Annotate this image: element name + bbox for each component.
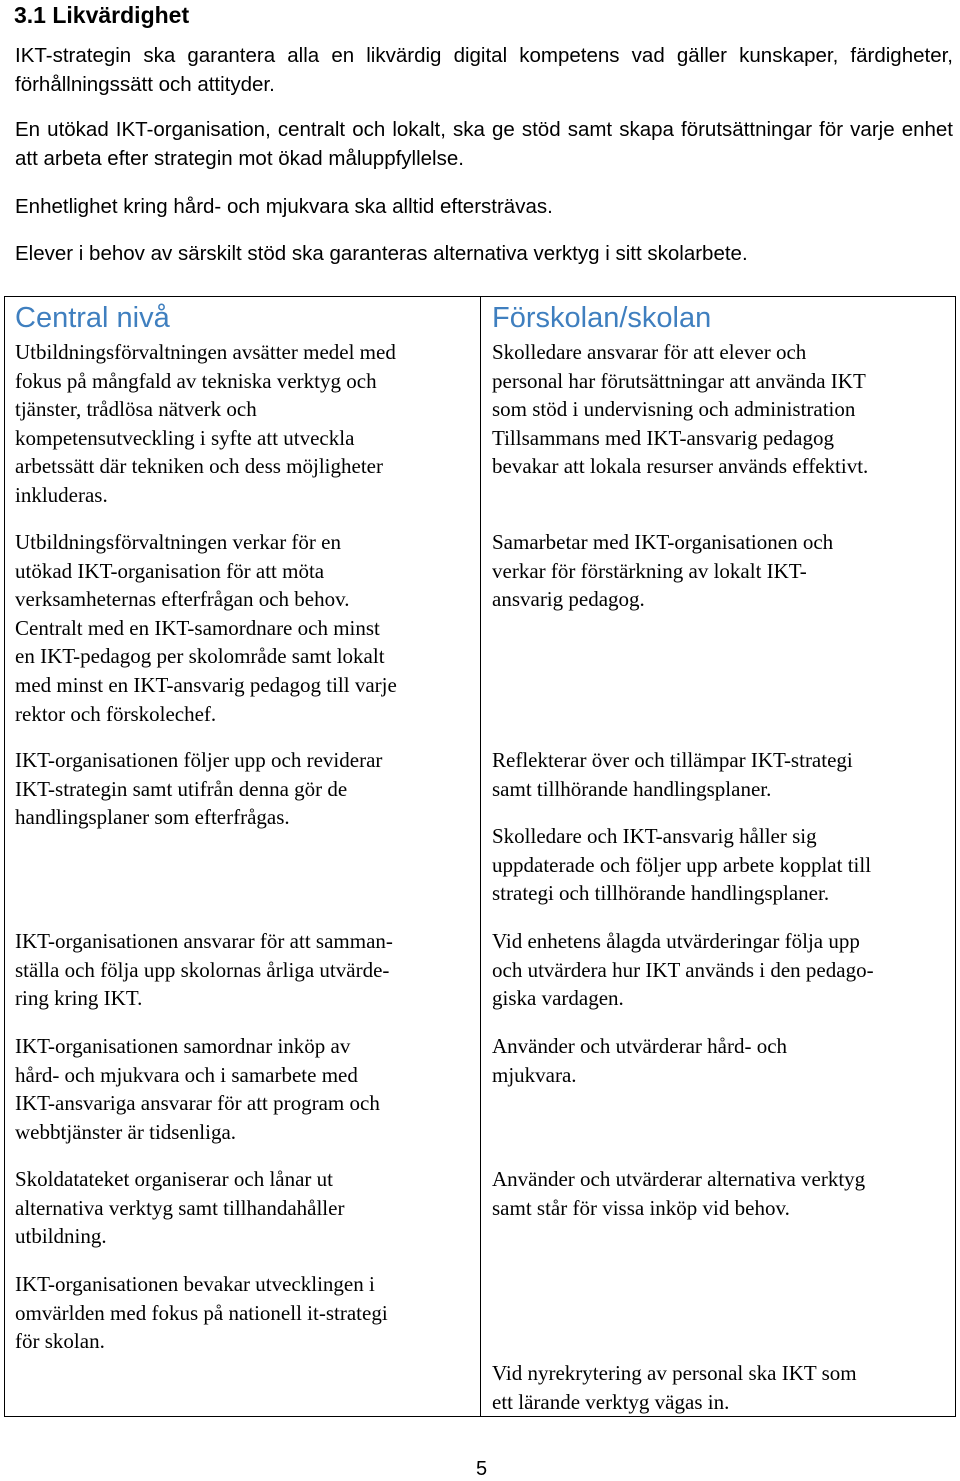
intro-paragraph-3: Enhetlighet kring hård- och mjukvara ska alltid eftersträvas.	[15, 195, 553, 218]
central-cell: IKT-organisationen bevakar utvecklingen i omvärlden med fokus på nationell it-strategi för skolan.	[15, 1272, 388, 1354]
central-cell: Utbildningsförvaltningen verkar för en utökad IKT-organisation för att möta verksamheternas efterfrågan och behov. Centralt med en IKT-samordnare och minst en IKT-pedagog per skolområde samt lokalt med minst en IKT-ansvarig pedagog till varje rektor och förskolechef.	[15, 530, 397, 726]
school-cell: Vid enhetens ålagda utvärderingar följa upp och utvärdera hur IKT används i den pedago- giska vardagen.	[492, 929, 874, 1011]
school-cell: Reflekterar över och tillämpar IKT-strategi samt tillhörande handlingsplaner.	[492, 748, 853, 801]
school-cell: Använder och utvärderar alternativa verktyg samt står för vissa inköp vid behov.	[492, 1167, 866, 1220]
left-column-heading: Central nivå	[15, 302, 170, 334]
central-cell: IKT-organisationen samordnar inköp av hård- och mjukvara och i samarbete med IKT-ansvariga ansvarar för att program och webbtjänster är tidsenliga.	[15, 1034, 380, 1144]
school-cell: Samarbetar med IKT-organisationen och verkar för förstärkning av lokalt IKT- ansvarig pedagog.	[492, 530, 834, 612]
intro-paragraph-1: IKT-strategin ska garantera alla en likvärdig digital kompetens vad gäller kunskaper, färdigheter, förhållningssätt och attityder.	[15, 44, 953, 96]
intro-paragraph-2: En utökad IKT-organisation, centralt och lokalt, ska ge stöd samt skapa förutsättningar för varje enhet att arbeta efter strategin mot ökad måluppfyllelse.	[15, 118, 953, 170]
central-cell: Utbildningsförvaltningen avsätter medel med fokus på mångfald av tekniska verktyg och tjänster, trådlösa nätverk och kompetensutveckling i syfte att utveckla arbetssätt där tekniken och dess möjligheter inkluderas.	[15, 340, 396, 507]
school-cell: Använder och utvärderar hård- och mjukvara.	[492, 1034, 788, 1087]
intro-paragraph-4: Elever i behov av särskilt stöd ska garanteras alternativa verktyg i sitt skolarbete.	[15, 242, 748, 265]
school-cell: Vid nyrekrytering av personal ska IKT som ett lärande verktyg vägas in.	[492, 1361, 857, 1414]
central-cell: IKT-organisationen följer upp och reviderar IKT-strategin samt utifrån denna gör de handlingsplaner som efterfrågas.	[15, 748, 383, 830]
right-column-heading: Förskolan/skolan	[492, 302, 712, 334]
school-cell: Skolledare och IKT-ansvarig håller sig uppdaterade och följer upp arbete kopplat till strategi och tillhörande handlingsplaner.	[492, 824, 872, 906]
section-heading: 3.1 Likvärdighet	[14, 2, 190, 28]
page-number: 5	[476, 1458, 488, 1480]
central-cell: IKT-organisationen ansvarar för att samman- ställa och följa upp skolornas årliga utvärde- ring kring IKT.	[15, 929, 393, 1011]
school-cell: Skolledare ansvarar för att elever och personal har förutsättningar att använda IKT som stöd i undervisning och administration Tillsammans med IKT-ansvarig pedagog bevakar att lokala resurser används effektivt.	[492, 340, 869, 479]
central-cell: Skoldatateket organiserar och lånar ut alternativa verktyg samt tillhandahåller utbildning.	[15, 1167, 345, 1249]
column-divider	[480, 296, 481, 1417]
